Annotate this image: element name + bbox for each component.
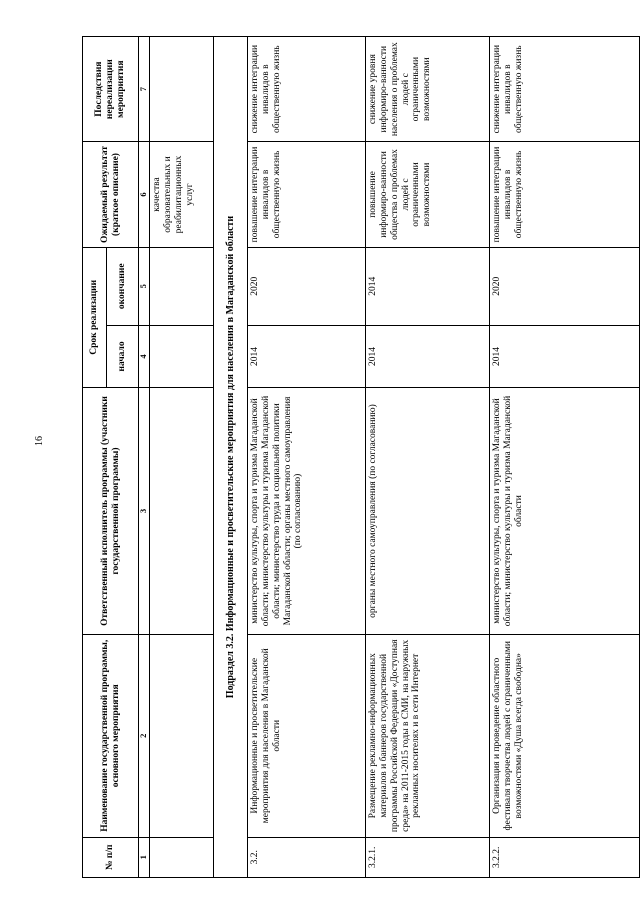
row-executor: министерство культуры, спорта и туризма Магаданской области; министерство культуры и туризма Магаданской области; министерство труда и социальной политики Магаданской области; органы местного самоуправления (по согласованию) (247, 388, 365, 635)
section-title: Подраздел 3.2. Информационные и просветительские мероприятия для населения в Магаданской области (213, 37, 247, 878)
index-cell: 3 (139, 388, 150, 635)
index-cell: 7 (139, 37, 150, 142)
row-num: 3.2.2. (489, 837, 639, 877)
row-name: Организация и проведение областного фестиваля творчества людей с ограниченными возможностями «Душа всегда свободна» (489, 635, 639, 837)
row-consequence: снижение интеграции инвалидов в общественную жизнь (489, 37, 639, 142)
header-executor: Ответственный исполнитель программы (участники государственной программы) (83, 388, 139, 635)
row-end: 2014 (365, 247, 489, 325)
index-cell: 2 (139, 635, 150, 837)
row-executor: министерство культуры, спорта и туризма Магаданской области; министерство культуры и туризма Магаданской области (489, 388, 639, 635)
header-end: окончание (107, 247, 139, 325)
table-row (365, 37, 489, 878)
row-result: повышение информиро-ванности общества о проблемах людей с ограниченными возможностями (365, 142, 489, 247)
header-start: начало (107, 325, 139, 387)
row-num: 3.2. (247, 837, 365, 877)
header-row (83, 37, 107, 878)
index-row (139, 37, 150, 878)
index-cell: 4 (139, 325, 150, 387)
row-name: Информационные и просветительские мероприятия для населения в Магаданской области (247, 635, 365, 837)
row-end: 2020 (247, 247, 365, 325)
page-number: 16 (34, 436, 45, 446)
table-row (247, 37, 365, 878)
carryover-row (149, 37, 213, 878)
program-table (82, 36, 640, 878)
table-row (489, 37, 639, 878)
index-cell: 6 (139, 142, 150, 247)
row-end: 2020 (489, 247, 639, 325)
carryover-result: качества образовательных и реабилитационных услуг (149, 142, 213, 247)
row-name: Размещение рекламно-информационных материалов и баннеров государственной программы Российской Федерации «Доступная среда» на 2011-2015 годы в СМИ, на наружных рекламных носителях и в сети Интернет (365, 635, 489, 837)
header-period: Срок реализации (83, 247, 107, 387)
row-executor: органы местного самоуправления (по согласованию) (365, 388, 489, 635)
document-sheet (82, 36, 640, 878)
row-result: повышение интеграции инвалидов в общественную жизнь (247, 142, 365, 247)
header-consequence: Последствия нереализации мероприятия (83, 37, 139, 142)
row-result: повышение интеграции инвалидов в общественную жизнь (489, 142, 639, 247)
index-cell: 5 (139, 247, 150, 325)
row-consequence: снижение интеграции инвалидов в общественную жизнь (247, 37, 365, 142)
index-cell: 1 (139, 837, 150, 877)
section-row (213, 37, 247, 878)
header-name: Наименование государственной программы, основного мероприятия (83, 635, 139, 837)
row-start: 2014 (365, 325, 489, 387)
header-result: Ожидаемый результат (краткое описание) (83, 142, 139, 247)
row-consequence: снижение уровня информиро-ванности населения о проблемах людей с ограниченными возможностями (365, 37, 489, 142)
row-start: 2014 (489, 325, 639, 387)
row-start: 2014 (247, 325, 365, 387)
row-num: 3.2.1. (365, 837, 489, 877)
header-num: № п/п (83, 837, 139, 877)
